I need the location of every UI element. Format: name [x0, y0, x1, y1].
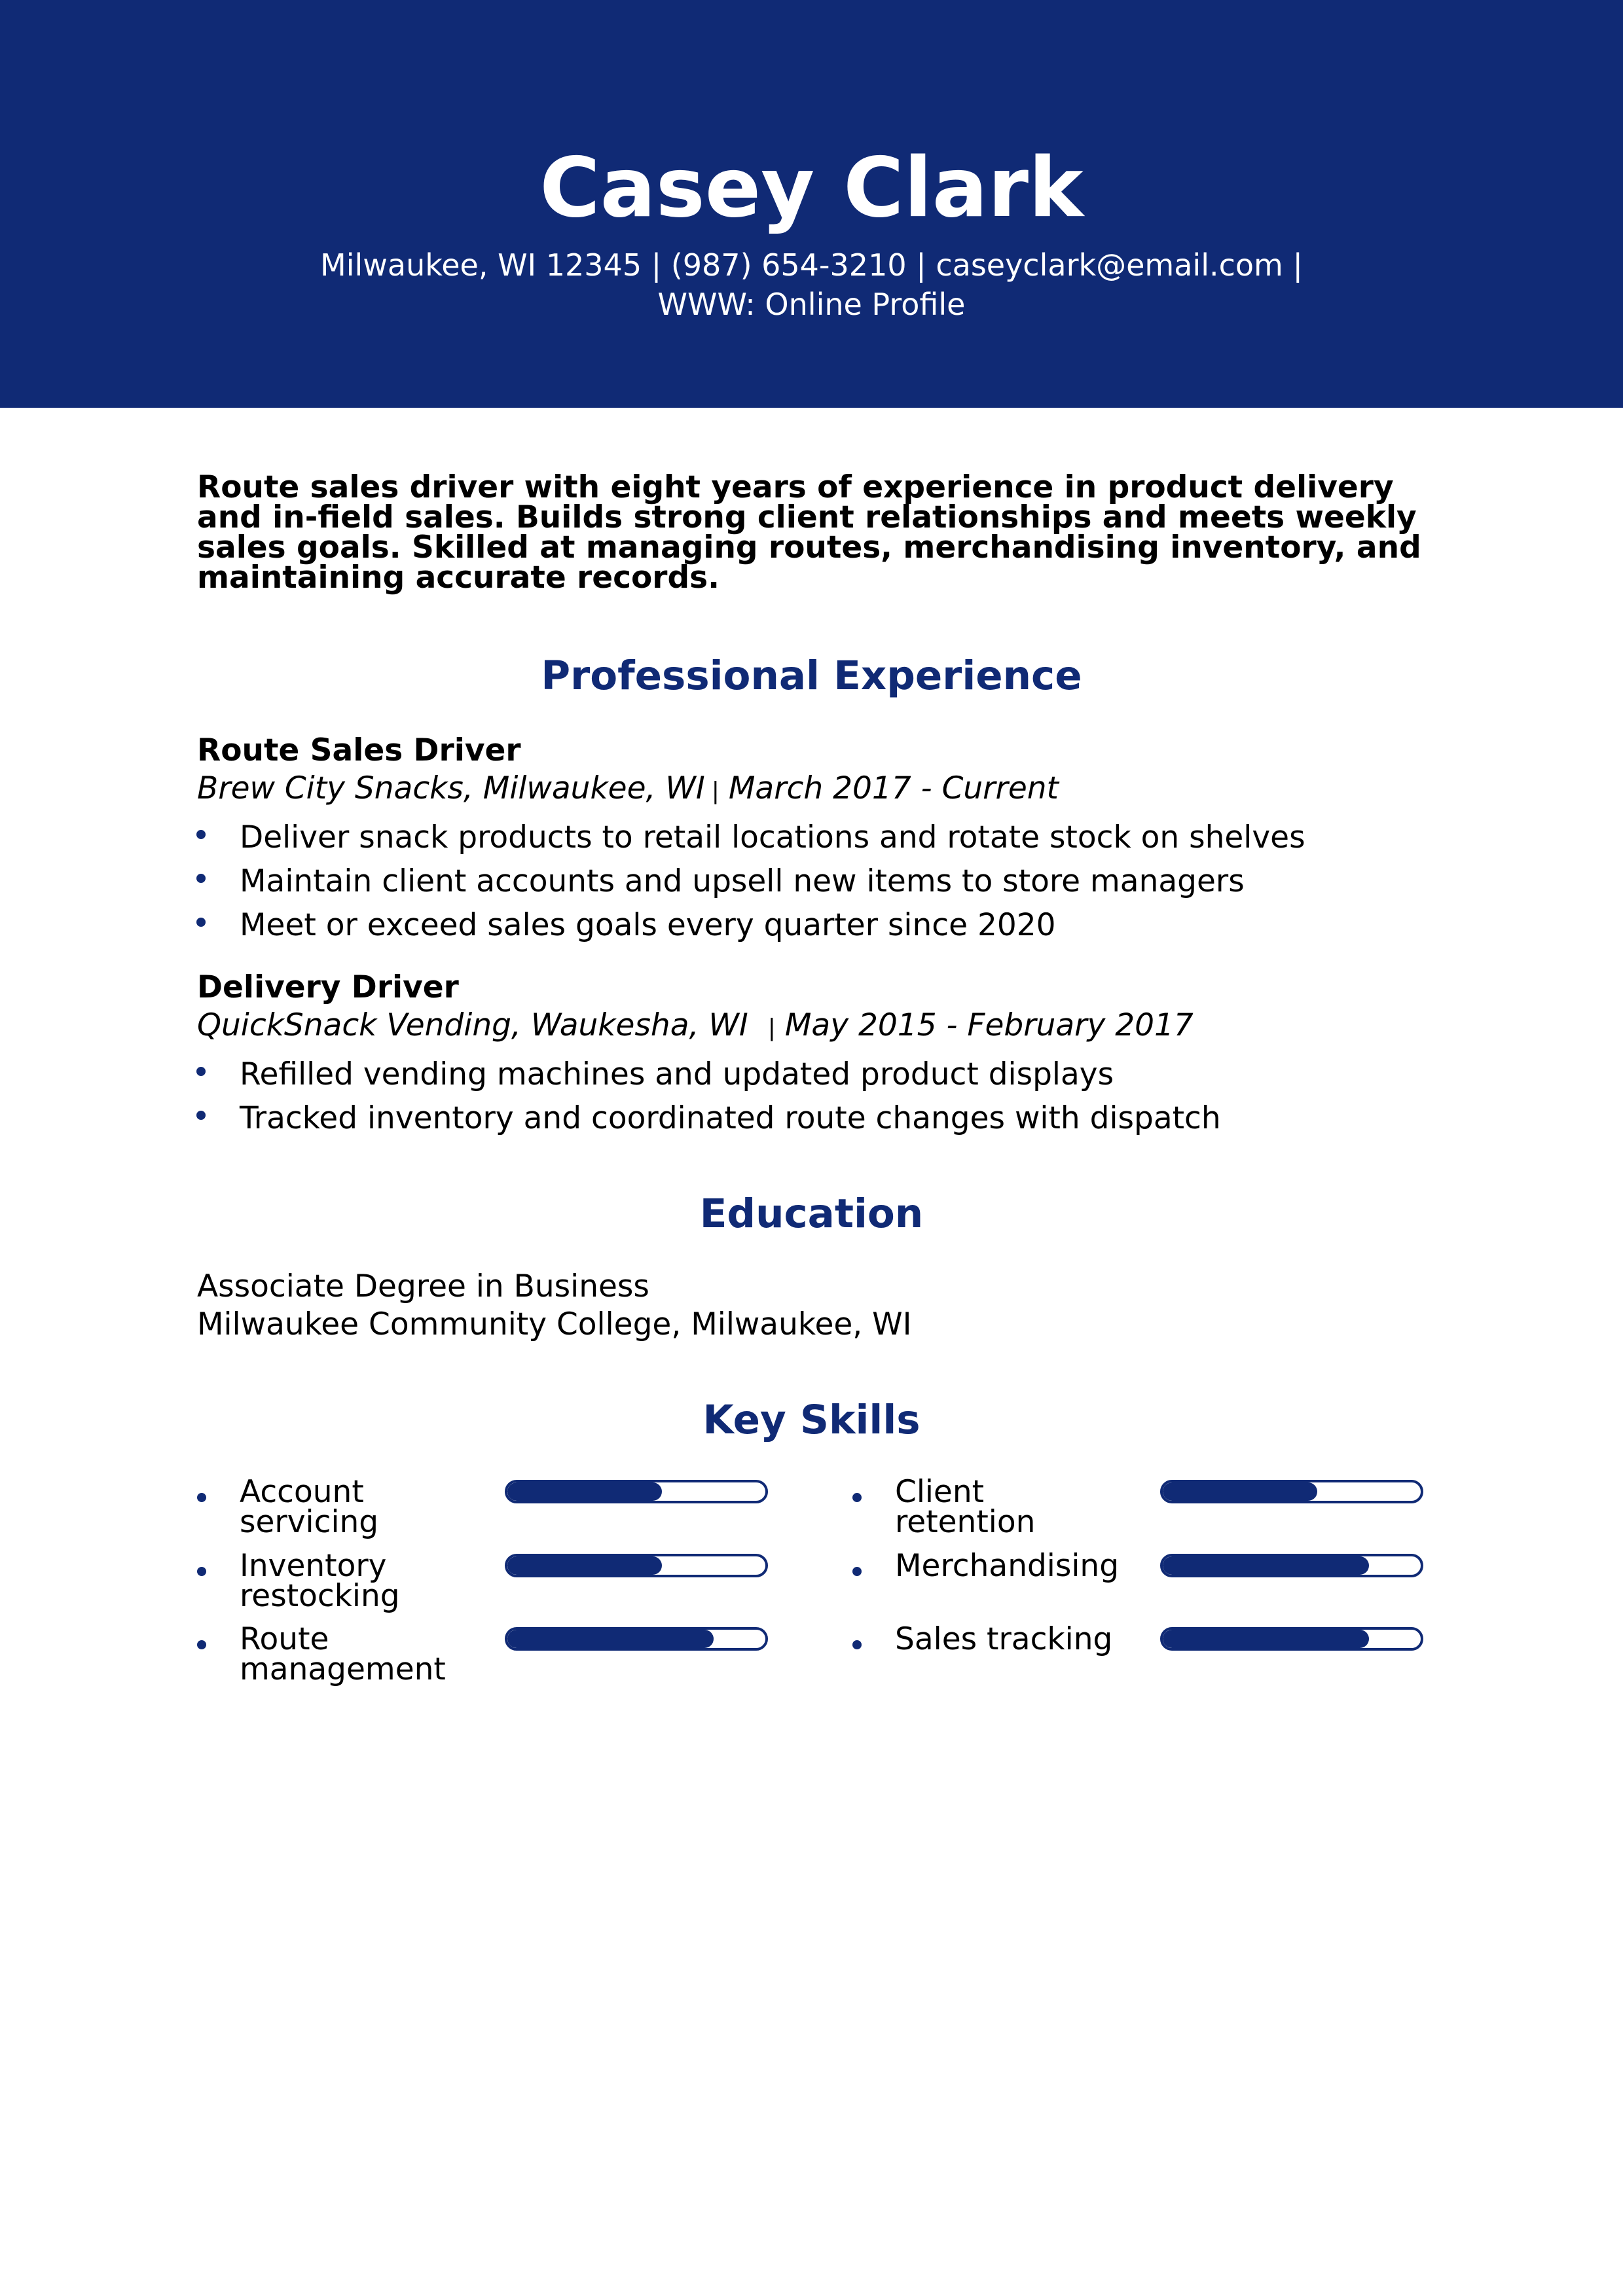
job-meta [197, 769, 1059, 811]
job-bullet: Deliver snack products to retail locations and rotate stock on shelves [240, 818, 1305, 857]
contact-line-2: WWW: Online Profile [657, 287, 966, 322]
job-title: Delivery Driver [197, 969, 459, 1005]
skill-level-bar [1160, 1627, 1423, 1651]
contact-line-1: Milwaukee, WI 12345 | (987) 654-3210 | caseyclark@email.com | [320, 247, 1303, 283]
skill-label: Client retention [895, 1474, 1036, 1540]
job-bullet: Meet or exceed sales goals every quarter since 2020 [240, 906, 1056, 945]
bullet-dot-icon [852, 1640, 862, 1649]
skill-item [852, 1548, 1442, 1617]
skills-heading: Key Skills [702, 1397, 921, 1443]
job-title: Route Sales Driver [197, 732, 521, 768]
skill-item [852, 1621, 1442, 1690]
job-bullet: Refilled vending machines and updated product displays [240, 1055, 1114, 1094]
skill-label: Inventory restocking [240, 1548, 400, 1614]
professional-summary: Route sales driver with eight years of experience in product delivery and in-field sales. Builds strong client relationships and meets weekly sales goals. Skilled at managing routes, merchandising inventory, and maintaining accurate records. [197, 469, 1421, 596]
education-school: Milwaukee Community College, Milwaukee, WI [197, 1306, 912, 1342]
skill-label: Account servicing [240, 1474, 379, 1540]
contact-info [0, 245, 1623, 324]
job-bullet: Tracked inventory and coordinated route changes with dispatch [240, 1099, 1221, 1138]
education-degree: Associate Degree in Business [197, 1268, 649, 1304]
skill-level-fill [507, 1630, 714, 1648]
candidate-name: Casey Clark [539, 139, 1084, 236]
job-meta-separator: | [767, 1014, 776, 1041]
job-dates: March 2017 - Current [728, 770, 1059, 806]
skill-level-fill [1163, 1482, 1317, 1501]
skill-item [852, 1474, 1442, 1543]
skill-level-bar [505, 1554, 768, 1577]
job-bullet: Maintain client accounts and upsell new items to store managers [240, 862, 1245, 901]
skill-level-fill [507, 1482, 662, 1501]
skill-level-fill [1163, 1630, 1369, 1648]
skill-item [197, 1548, 786, 1617]
education-heading: Education [699, 1191, 924, 1237]
skill-label: Route management [240, 1621, 446, 1687]
job-company: Brew City Snacks, Milwaukee, WI [197, 770, 705, 806]
bullet-dot-icon [197, 1640, 206, 1649]
skill-item [197, 1474, 786, 1543]
skill-level-bar [1160, 1480, 1423, 1503]
skill-level-fill [1163, 1556, 1369, 1575]
job-company: QuickSnack Vending, Waukesha, WI [197, 1007, 748, 1043]
bullet-dot-icon [197, 1567, 206, 1576]
bullet-dot-icon [852, 1493, 862, 1502]
skill-level-bar [1160, 1554, 1423, 1577]
job-dates: May 2015 - February 2017 [784, 1007, 1194, 1043]
bullet-dot-icon [197, 1493, 206, 1502]
skill-item [197, 1621, 786, 1690]
experience-heading: Professional Experience [541, 653, 1082, 699]
job-meta-separator: | [711, 778, 720, 804]
job-meta [197, 1006, 1194, 1048]
resume-header [0, 0, 1623, 408]
skill-label: Merchandising [895, 1548, 1120, 1584]
bullet-dot-icon [852, 1567, 862, 1576]
skill-level-fill [507, 1556, 662, 1575]
skill-level-bar [505, 1627, 768, 1651]
skill-level-bar [505, 1480, 768, 1503]
skill-label: Sales tracking [895, 1621, 1113, 1657]
